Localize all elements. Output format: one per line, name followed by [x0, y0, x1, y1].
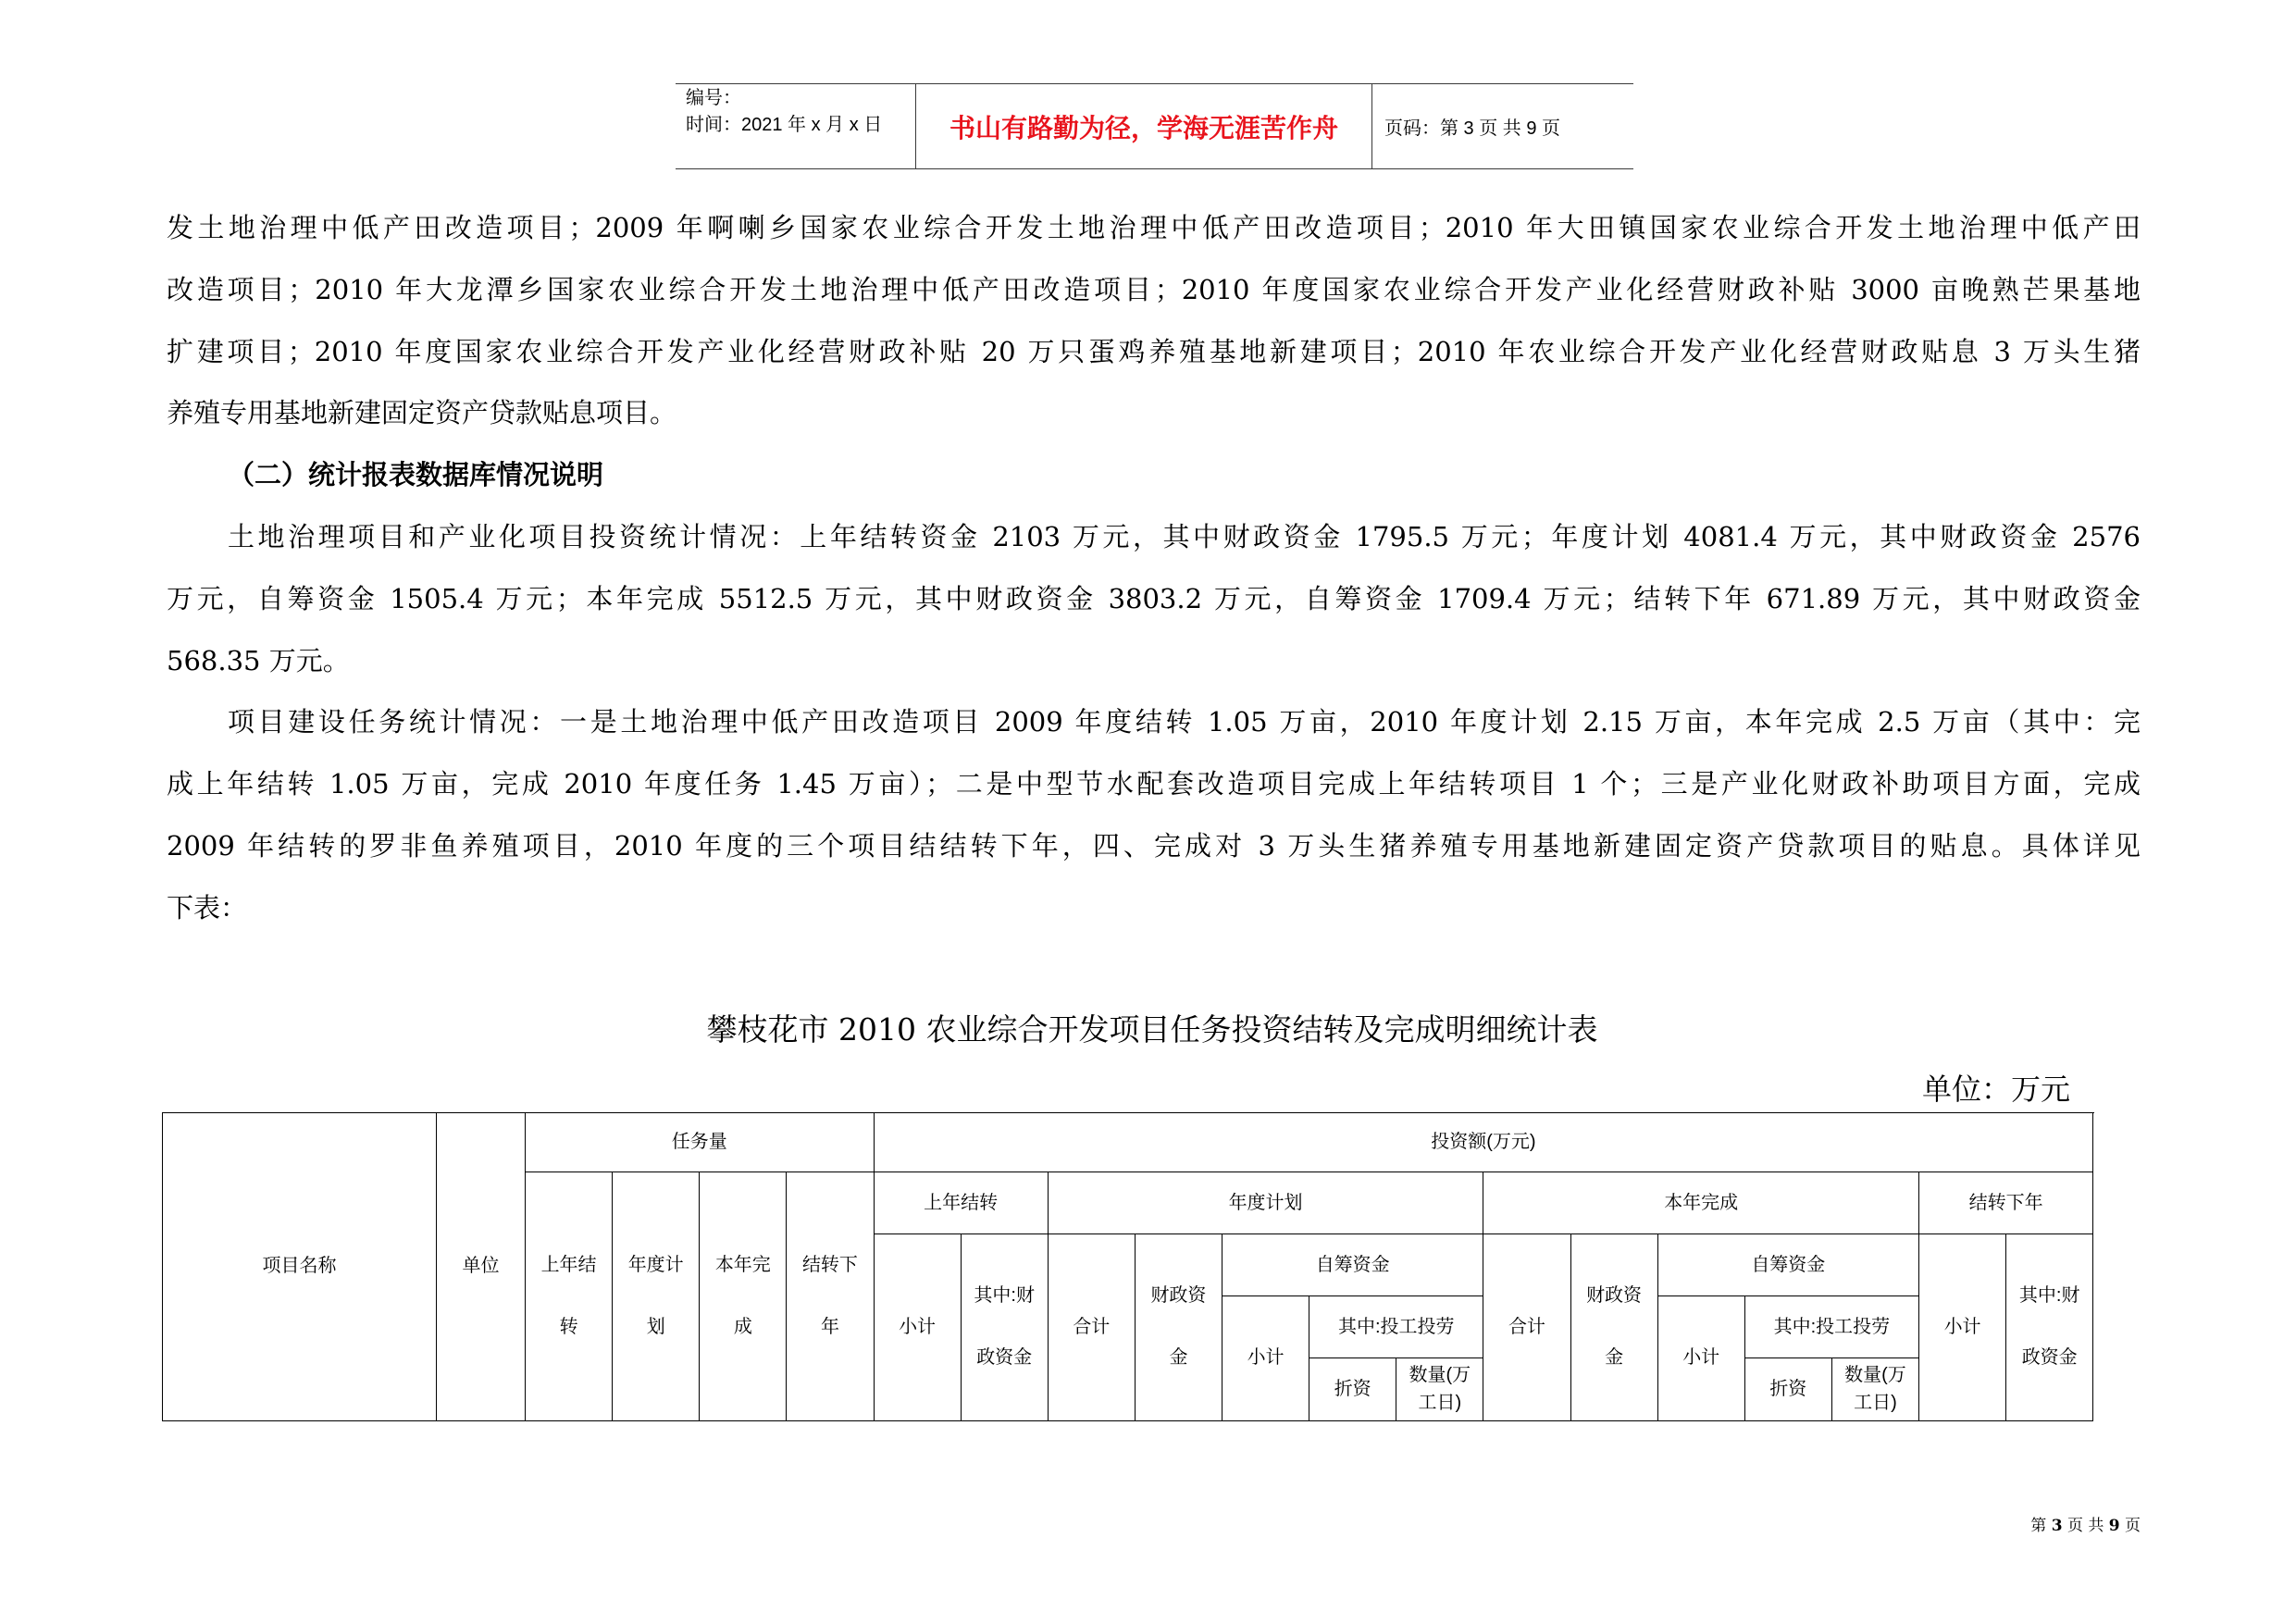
header-inv-plan-fiscal: 财政资 金	[1136, 1234, 1222, 1421]
footer-current-page: 3	[2051, 1517, 2063, 1535]
paragraph3-line: 下表：	[167, 891, 248, 924]
header-inv-prev-fiscal: 其中:财 政资金	[962, 1234, 1049, 1421]
footer-total-pages: 9	[2108, 1517, 2120, 1535]
footer-suffix: 页	[2125, 1517, 2141, 1535]
header-inv-completed-labor-converted: 折资	[1745, 1358, 1832, 1421]
paragraph1-line: 改造项目；2010 年大龙潭乡国家农业综合开发土地治理中低产田改造项目；2010 年度国家农业综合开发产业化经营财政补贴 3000 亩晚熟芒果基地	[167, 273, 2141, 305]
footer-middle: 页 共	[2066, 1517, 2104, 1535]
header-inv-plan-labor: 其中:投工投劳	[1309, 1296, 1483, 1358]
table-title: 攀枝花市 2010 农业综合开发项目任务投资结转及完成明细统计表	[706, 1011, 1598, 1048]
time-label: 时间：2021 年 x 月 x 日	[686, 115, 883, 135]
header-task-completed: 本年完 成	[700, 1172, 787, 1421]
section-heading: （二）统计报表数据库情况说明	[228, 459, 604, 491]
table-unit-note: 单位：万元	[1921, 1072, 2070, 1107]
paragraph3-line: 成上年结转 1.05 万亩，完成 2010 年度任务 1.45 万亩）；二是中型节水配套改造项目完成上年结转项目 1 个；三是产业化财政补助项目方面，完成	[167, 768, 2141, 800]
header-task-carry-next: 结转下 年	[787, 1172, 874, 1421]
header-inv-completed-self-raised: 自筹资金	[1658, 1234, 1919, 1296]
paragraph2-line: 万元，自筹资金 1505.4 万元；本年完成 5512.5 万元，其中财政资金 3803.2 万元，自筹资金 1709.4 万元；结转下年 671.89 万元，其中财政资金	[167, 582, 2141, 614]
statistics-table	[162, 1112, 2094, 1421]
header-inv-completed-self-subtotal: 小计	[1658, 1296, 1745, 1421]
header-inv-plan-total: 合计	[1049, 1234, 1136, 1421]
paragraph2-line: 土地治理项目和产业化项目投资统计情况：上年结转资金 2103 万元，其中财政资金 1795.5 万元；年度计划 4081.4 万元，其中财政资金 2576	[228, 520, 2141, 552]
paragraph1-line: 扩建项目；2010 年度国家农业综合开发产业化经营财政补贴 20 万只蛋鸡养殖基地新建项目；2010 年农业综合开发产业化经营财政贴息 3 万头生猪	[167, 335, 2141, 367]
header-inv-completed-labor: 其中:投工投劳	[1745, 1296, 1919, 1358]
paragraph3-line: 项目建设任务统计情况：一是土地治理中低产田改造项目 2009 年度结转 1.05 万亩，2010 年度计划 2.15 万亩，本年完成 2.5 万亩（其中：完	[228, 706, 2141, 738]
header-task-prev-carryover: 上年结 转	[526, 1172, 613, 1421]
footer-prefix: 第	[2030, 1517, 2047, 1535]
header-inv-carry-fiscal: 其中:财 政资金	[2006, 1234, 2093, 1421]
header-inv-completed-fiscal: 财政资 金	[1571, 1234, 1658, 1421]
header-inv-prev-carryover: 上年结转	[875, 1172, 1049, 1234]
header-unit: 单位	[437, 1113, 526, 1421]
header-inv-carry-next: 结转下年	[1919, 1172, 2093, 1234]
header-inv-plan-self-subtotal: 小计	[1222, 1296, 1309, 1421]
header-investment: 投资额(万元)	[875, 1113, 2094, 1172]
paragraph1-line: 养殖专用基地新建固定资产贷款贴息项目。	[167, 397, 677, 429]
header-inv-plan-self-raised: 自筹资金	[1222, 1234, 1483, 1296]
header-task-annual-plan: 年度计 划	[613, 1172, 700, 1421]
body-text	[167, 197, 2141, 939]
paragraph2-line: 568.35 万元。	[167, 644, 350, 676]
serial-number-label: 编号：	[686, 88, 741, 108]
header-inv-completed-labor-quantity: 数量(万 工日)	[1832, 1358, 1919, 1421]
header-motto: 书山有路勤为径，学海无涯苦作舟	[915, 84, 1371, 168]
header-inv-completed: 本年完成	[1483, 1172, 1919, 1234]
header-inv-annual-plan: 年度计划	[1049, 1172, 1484, 1234]
header-inv-carry-subtotal: 小计	[1919, 1234, 2006, 1421]
paragraph3-line: 2009 年结转的罗非鱼养殖项目，2010 年度的三个项目结结转下年，四、完成对 3 万头生猪养殖专用基地新建固定资产贷款项目的贴息。具体详见	[167, 829, 2141, 862]
header-inv-plan-labor-converted: 折资	[1309, 1358, 1396, 1421]
running-header	[676, 83, 1633, 169]
header-task-volume: 任务量	[526, 1113, 875, 1172]
header-project-name: 项目名称	[163, 1113, 437, 1421]
header-inv-prev-subtotal: 小计	[875, 1234, 962, 1421]
header-inv-completed-total: 合计	[1483, 1234, 1570, 1421]
header-inv-plan-labor-quantity: 数量(万 工日)	[1396, 1358, 1483, 1421]
page-number-footer	[2030, 1515, 2141, 1537]
header-page-label: 页码：第 3 页 共 9 页	[1371, 84, 1633, 168]
paragraph1-line: 发土地治理中低产田改造项目；2009 年啊喇乡国家农业综合开发土地治理中低产田改造项目；2010 年大田镇国家农业综合开发土地治理中低产田	[167, 212, 2141, 243]
header-meta	[676, 84, 915, 168]
